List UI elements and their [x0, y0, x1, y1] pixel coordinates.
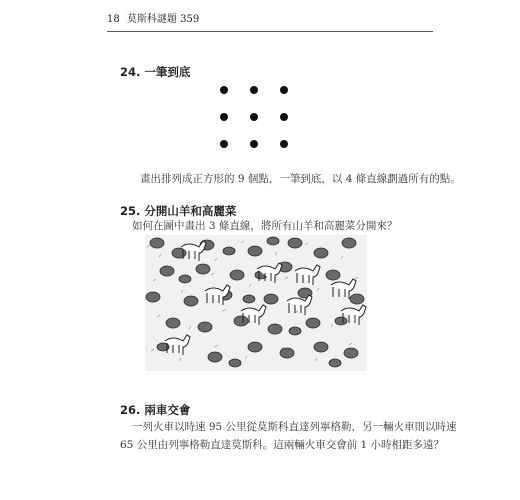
grid-dot — [280, 86, 288, 94]
goats-cabbages-drawing — [145, 235, 367, 371]
puzzle-24-text: 畫出排列成正方形的 9 個點，一筆到底，以 4 條直線劃過所有的點。 — [140, 173, 461, 185]
grid-dot — [280, 140, 288, 148]
grid-dot — [250, 86, 258, 94]
puzzle-26-text-line-1: 一列火車以時速 95 公里從莫斯科直達列寧格勒，另一輛火車則以時速 — [132, 421, 457, 433]
grid-dot — [220, 113, 228, 121]
grid-dot — [220, 86, 228, 94]
puzzle-25-heading: 25. 分開山羊和高麗菜 — [120, 204, 237, 218]
goats-cabbages-illustration — [145, 235, 367, 371]
page-number: 18 — [107, 14, 120, 25]
grid-dot — [280, 113, 288, 121]
puzzle-24-heading: 24. 一筆到底 — [120, 65, 191, 79]
grid-dot — [220, 140, 228, 148]
page-header — [107, 11, 433, 32]
running-title: 莫斯科謎題 359 — [126, 14, 200, 25]
grid-dot — [250, 140, 258, 148]
nine-dot-grid — [216, 84, 292, 148]
puzzle-26-text-line-2: 65 公里由列寧格勒直達莫斯科。這兩輛火車交會前 1 小時相距多遠？ — [120, 439, 445, 451]
puzzle-26-heading: 26. 兩車交會 — [120, 403, 191, 417]
grid-dot — [250, 113, 258, 121]
puzzle-25-text: 如何在圖中畫出 3 條直線，將所有山羊和高麗菜分開來？ — [132, 220, 398, 232]
